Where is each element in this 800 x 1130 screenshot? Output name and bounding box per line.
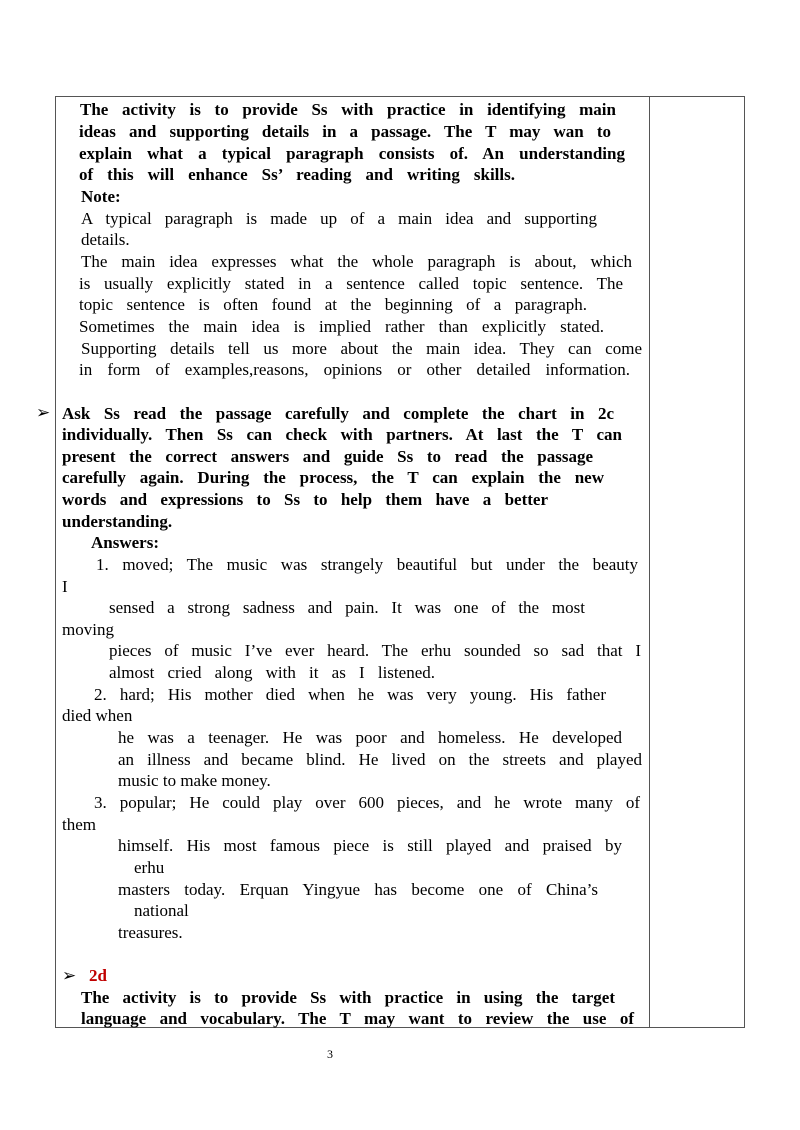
intro-line: of this will enhance Ss’ reading and writing skills.: [79, 165, 515, 184]
task-line: understanding.: [62, 512, 173, 531]
answers-label: Answers:: [91, 533, 159, 552]
note-line: A typical paragraph is made up of a main idea and supporting: [81, 209, 597, 228]
answer-line: an illness and became blind. He lived on the streets and played: [118, 750, 642, 769]
note-label: Note:: [81, 187, 121, 206]
note-line: Sometimes the main idea is implied rather than explicitly stated.: [79, 317, 604, 336]
answer-line: treasures.: [118, 923, 183, 942]
task-line: words and expressions to Ss to help them have a better: [62, 490, 548, 509]
intro-line: The activity is to provide Ss with practice in identifying main: [80, 100, 616, 119]
task-line: carefully again. During the process, the T can explain the new: [62, 468, 604, 487]
note-line: The main idea expresses what the whole paragraph is about, which: [81, 252, 632, 271]
answer-line: almost cried along with it as I listened.: [109, 663, 435, 682]
answer-line: he was a teenager. He was poor and homeless. He developed: [118, 728, 622, 747]
section-title: 2d: [89, 966, 107, 985]
answer-line: them: [62, 815, 96, 834]
answer-line: music to make money.: [118, 771, 271, 790]
note-line: in form of examples,reasons, opinions or other detailed information.: [79, 360, 630, 379]
note-line: details.: [81, 230, 130, 249]
arrow-bullet-icon: ➢: [62, 966, 77, 985]
answer-line: himself. His most famous piece is still played and praised by: [118, 836, 622, 855]
answer-line: 1. moved; The music was strangely beautiful but under the beauty: [96, 555, 638, 574]
answer-line: 3. popular; He could play over 600 pieces, and he wrote many of: [94, 793, 640, 812]
answer-line: I: [62, 577, 68, 596]
page-number: 3: [327, 1047, 333, 1061]
answer-line: erhu: [134, 858, 165, 877]
task-line: individually. Then Ss can check with partners. At last the T can: [62, 425, 622, 444]
answer-line: pieces of music I’ve ever heard. The erhu sounded so sad that I: [109, 641, 641, 660]
note-line: Supporting details tell us more about the main idea. They can come: [81, 339, 642, 358]
section-line: The activity is to provide Ss with practice in using the target: [81, 988, 615, 1007]
answer-line: died when: [62, 706, 133, 725]
answer-line: moving: [62, 620, 114, 639]
task-line: present the correct answers and guide Ss to read the passage: [62, 447, 593, 466]
answer-line: 2. hard; His mother died when he was very young. His father: [94, 685, 606, 704]
intro-line: ideas and supporting details in a passage. The T may wan to: [79, 122, 611, 141]
task-line: Ask Ss read the passage carefully and complete the chart in 2c: [62, 404, 614, 423]
note-line: topic sentence is often found at the beginning of a paragraph.: [79, 295, 587, 314]
column-divider: [649, 96, 650, 1028]
answer-line: sensed a strong sadness and pain. It was one of the most: [109, 598, 585, 617]
answer-line: masters today. Erquan Yingyue has become one of China’s: [118, 880, 598, 899]
arrow-bullet-icon: ➢: [36, 403, 51, 422]
section-line: language and vocabulary. The T may want to review the use of: [81, 1009, 634, 1028]
note-line: is usually explicitly stated in a sentence called topic sentence. The: [79, 274, 623, 293]
answer-line: national: [134, 901, 189, 920]
intro-line: explain what a typical paragraph consists of. An understanding: [79, 144, 625, 163]
